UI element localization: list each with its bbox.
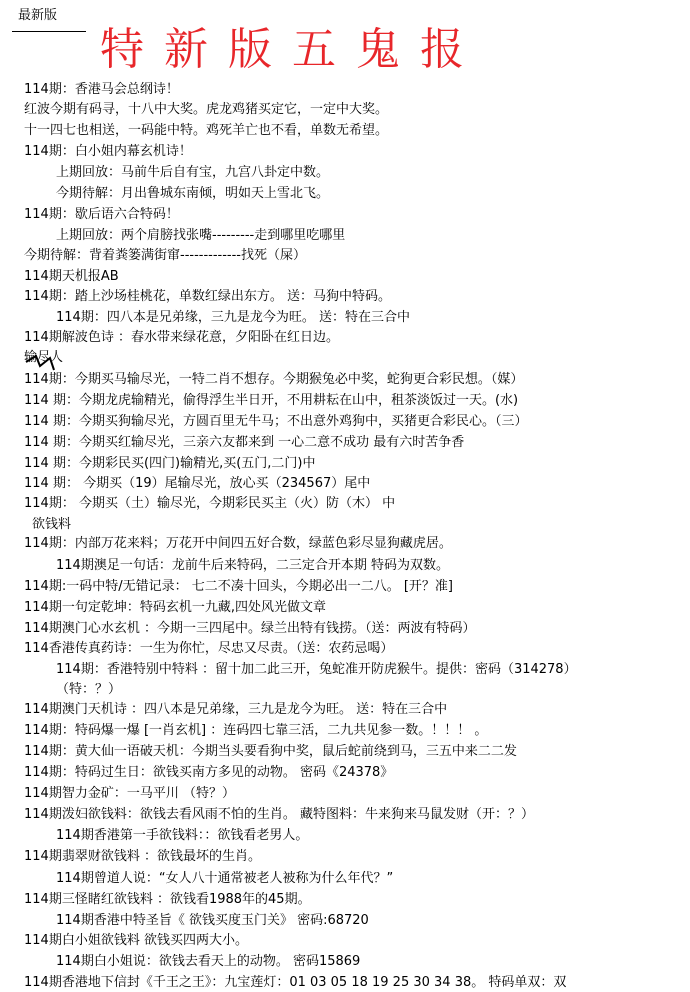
text-line: 上期回放：两个肩膀找张嘴---------走到哪里吃哪里: [56, 228, 346, 243]
text-line: 114期澳足一句话：龙前牛后来特码，二三定合开本期 特码为双数。: [56, 558, 449, 573]
text-line: 114期白小姐欲钱料 欲钱买四两大小。: [24, 933, 248, 948]
text-line: 114期：特码过生日：欲钱买南方多见的动物。 密码《24378》: [24, 765, 394, 780]
text-line: 114期澳门心水玄机 ：今期一三四尾中。绿兰出特有钱捞。（送：两波有特码）: [24, 621, 476, 636]
text-line: 114期：今期买马输尽光，一特二肖不想存。今期猴兔必中奖，蛇狗更合彩民想。（媒）: [24, 372, 524, 387]
text-line: 输尽人: [24, 350, 64, 365]
text-line: 114期：内部万花来料；万花开中间四五好合数，绿蓝色彩尽显狗藏虎居。: [24, 536, 452, 551]
text-line: 114期曾道人说：“女人八十通常被老人被称为什么年代？”: [56, 871, 394, 886]
text-line: 上期回放：马前牛后自有宝，九宫八卦定中数。: [56, 165, 330, 180]
text-line: 114期泼妇欲钱料：欲钱去看风雨不怕的生肖。 藏特图料：牛来狗来马鼠发财（开：？）: [24, 807, 534, 822]
text-line: 114期澳门天机诗 ：四八本是兄弟缘，三九是龙今为旺。 送：特在三合中: [24, 702, 448, 717]
text-line: 114 期：今期买红输尽光，三亲六友都来到 一心二意不成功 最有六时苦争香: [24, 435, 465, 450]
text-line: 114期:一码中特/无错记录： 七二不凑十回头，今期必出一二八。 [开？准]: [24, 579, 453, 594]
text-line: 114期天机报AB: [24, 269, 119, 284]
text-line: 114香港传真药诗：一生为你忙，尽忠又尽责。（送：农药忌喝）: [24, 641, 394, 656]
text-line: 114期香港第一手欲钱料：：欲钱看老男人。: [56, 828, 309, 843]
text-line: 114期：黄大仙一语破天机：今期当头要看狗中奖，鼠后蛇前绕到马，三五中来二二发: [24, 744, 517, 759]
text-line: 114期： 今期买（土）输尽光，今期彩民买主（火）防（木） 中: [24, 496, 396, 511]
edition-label: 最新版: [18, 8, 58, 23]
text-line: 今期待解：月出鲁城东南倾，明如天上雪北飞。: [56, 186, 330, 201]
text-line: 114期三怪睹红欲钱料 ：欲钱看1988年的45期。: [24, 892, 311, 907]
edition-underline: [12, 31, 86, 32]
text-line: 114期智力金矿：一马平川 （特？）: [24, 786, 235, 801]
text-line: 114 期：今期彩民买(四门)输精光,买(五门,二门)中: [24, 456, 316, 471]
text-line: 欲钱料: [32, 517, 72, 532]
text-line: 红波今期有码寻，十八中大奖。虎龙鸡猪买定它，一定中大奖。: [24, 102, 389, 117]
text-line: 今期待解：背着粪篓满街窜-------------找死（屎）: [24, 248, 306, 263]
text-line: 114期香港中特圣旨《 欲钱买度玉门关》 密码:68720: [56, 913, 369, 928]
text-line: 114期：香港特别中特料 ：留十加二此三开，兔蛇准开防虎猴牛。提供：密码（314278）: [56, 662, 577, 677]
stamp-overlay-mark: [24, 352, 64, 374]
text-line: 114期翡翠财欲钱料 ：欲钱最坏的生肖。: [24, 849, 261, 864]
text-line: 114期一句定乾坤：特码玄机一九藏,四处风光做文章: [24, 600, 326, 615]
text-line: 114期白小姐说：欲钱去看天上的动物。 密码15869: [56, 954, 361, 969]
text-line: 114期：四八本是兄弟缘，三九是龙今为旺。 送：特在三合中: [56, 310, 410, 325]
text-line: （特：？）: [56, 682, 122, 697]
text-line: 114期：白小姐内幕玄机诗！: [24, 144, 192, 159]
text-line: 十一四七也相送，一码能中特。鸡死羊亡也不看，单数无希望。: [24, 123, 389, 138]
text-line: 114 期：今期买狗输尽光，方圆百里无牛马；不出意外鸡狗中，买猪更合彩民心。（三）: [24, 414, 528, 429]
text-line: 114 期： 今期买（19）尾输尽光，放心买（234567）尾中: [24, 476, 371, 491]
text-line: 114期：歇后语六合特码！: [24, 207, 179, 222]
text-line: 114期解波色诗 ：春水带来绿花意，夕阳卧在红日边。: [24, 330, 339, 345]
text-line: 114 期：今期龙虎输精光，偷得浮生半日开，不用耕耘在山中，租茶淡饭过一天。(水): [24, 393, 519, 408]
page-title: 特新版五鬼报: [100, 24, 484, 75]
text-line: 114期：踏上沙场桂桃花，单数红绿出东方。 送：马狗中特码。: [24, 289, 391, 304]
text-line: 114期香港地下信封《千王之王》：九宝莲灯：01 03 05 18 19 25 30 34 38。 特码单双：双: [24, 975, 567, 990]
text-line: 114期：香港马会总纲诗！: [24, 82, 179, 97]
text-line: 114期：特码爆一爆 [一肖玄机] ：连码四七靠三活，二九共见参一数。！！！ 。: [24, 723, 488, 738]
